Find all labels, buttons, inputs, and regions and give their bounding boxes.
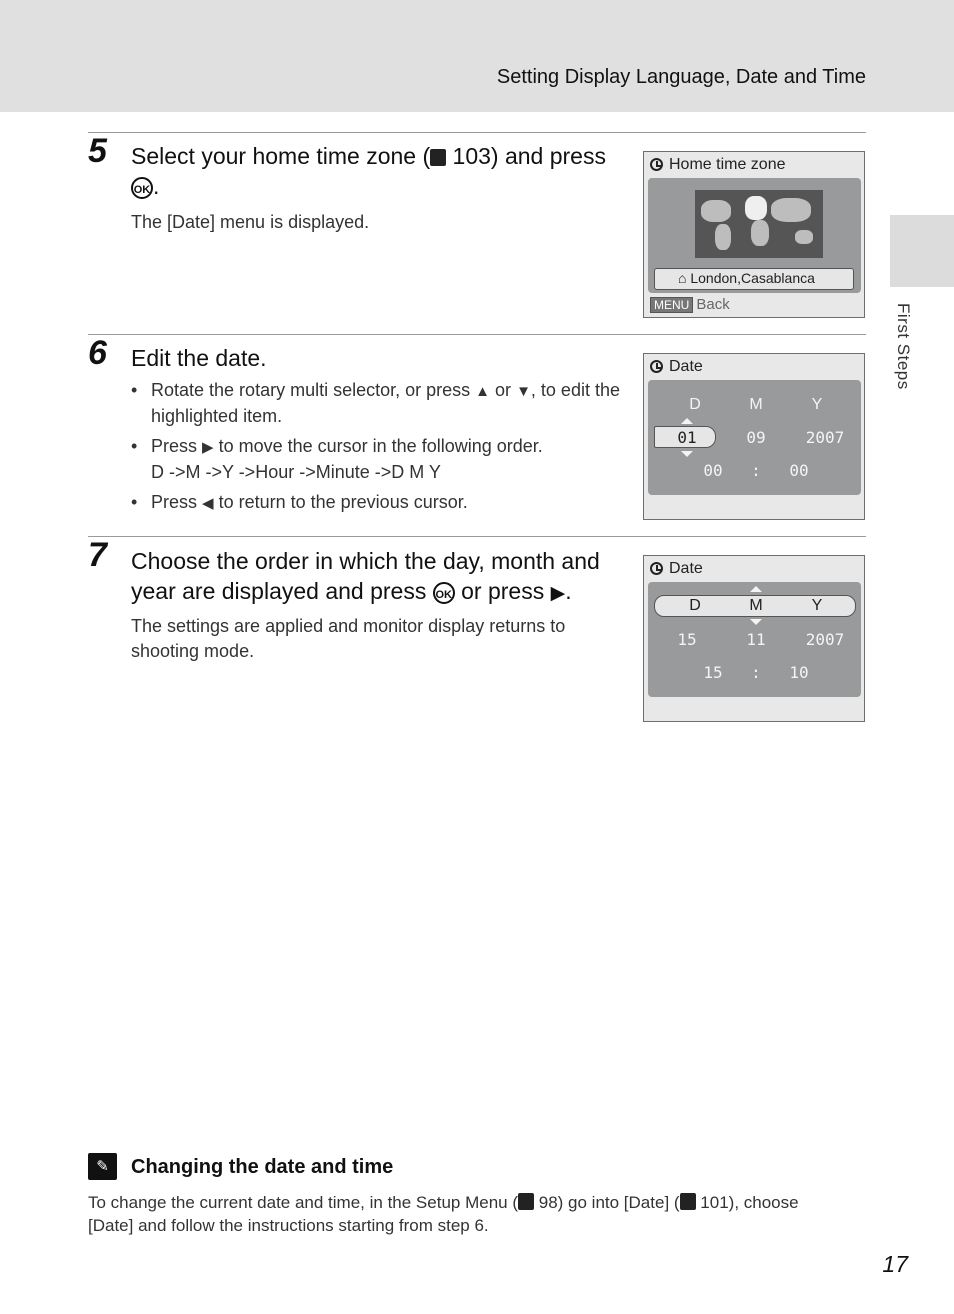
step-title-text: ) and press (490, 143, 606, 169)
decrease-icon (750, 619, 762, 625)
step-body: The [Date] menu is displayed. (131, 212, 370, 232)
month-header: M (749, 396, 763, 413)
month-value: 11 (746, 630, 766, 649)
step-number: 7 (88, 536, 107, 574)
left-arrow-icon: ◀ (202, 495, 214, 512)
decrease-icon (681, 451, 693, 457)
day-value: 01 (677, 428, 697, 447)
step-title-text: Select your home time zone ( (131, 143, 431, 169)
clock-icon (650, 158, 663, 171)
month-value: 09 (746, 428, 766, 447)
list-item: • Press ▶ to move the cursor in the following order. D ->M ->Y ->Hour ->Minute ->D M Y (131, 434, 626, 485)
minute-value: 00 (789, 461, 809, 480)
time-separator: : (751, 663, 761, 682)
step-title (131, 141, 626, 201)
clock-icon (650, 562, 663, 575)
section-tab (890, 215, 954, 287)
note-title: Changing the date and time (131, 1156, 394, 1178)
header-band (0, 0, 954, 112)
list-item: • Press ◀ to return to the previous cursor. (131, 490, 626, 516)
tip-icon: ✎ (88, 1153, 117, 1180)
page-reference-icon (430, 149, 446, 166)
time-separator: : (751, 461, 761, 480)
hour-value: 00 (703, 461, 723, 480)
screen-title: Date (650, 560, 703, 578)
world-map-panel (648, 178, 861, 293)
day-header: D (689, 597, 701, 614)
ok-button-icon: OK (433, 582, 455, 604)
up-arrow-icon: ▲ (475, 383, 491, 400)
year-header: Y (811, 396, 823, 413)
divider (88, 536, 866, 537)
menu-button-icon: MENU (650, 297, 693, 313)
divider (88, 132, 866, 133)
home-location: ⌂ London,Casablanca (678, 270, 815, 286)
step-title-text: . (153, 173, 160, 199)
home-time-zone-screen (643, 151, 865, 318)
ok-button-icon: OK (131, 177, 153, 199)
date-edit-screen (643, 353, 865, 520)
back-hint: MENU Back (650, 296, 730, 313)
step-title: Choose the order in which the day, month and year are displayed and press OK or press ▶. (131, 548, 600, 604)
page-reference-icon (518, 1193, 534, 1210)
list-item: • Rotate the rotary multi selector, or press ▲ or ▼, to edit the highlighted item. (131, 378, 626, 429)
world-map (695, 190, 823, 258)
page-number: 17 (882, 1251, 908, 1277)
date-panel (648, 582, 861, 697)
right-arrow-icon: ▶ (202, 439, 214, 456)
note-body: To change the current date and time, in the Setup Menu ( 98) go into [Date] ( 101), choose [Date] and follow the instructions starting from step 6. (88, 1193, 799, 1235)
down-arrow-icon: ▼ (516, 383, 531, 400)
page-reference: 98 (538, 1193, 558, 1212)
instruction-list (131, 378, 626, 521)
year-value: 2007 (805, 428, 845, 447)
step-title: Edit the date. (131, 345, 267, 371)
page-reference: 101 (700, 1193, 729, 1212)
day-header: D (689, 396, 701, 413)
page-reference-icon (680, 1193, 696, 1210)
year-value: 2007 (805, 630, 845, 649)
month-header: M (749, 597, 763, 614)
year-header: Y (811, 597, 823, 614)
screen-title: Date (650, 358, 703, 376)
clock-icon (650, 360, 663, 373)
section-tab-label: First Steps (894, 303, 913, 390)
running-header: Setting Display Language, Date and Time (496, 66, 866, 88)
day-value: 15 (677, 630, 697, 649)
date-order-screen (643, 555, 865, 722)
right-arrow-icon: ▶ (550, 583, 566, 604)
hour-value: 15 (703, 663, 723, 682)
step-body: The settings are applied and monitor display returns to shooting mode. (131, 616, 566, 661)
screen-title: Home time zone (650, 156, 786, 174)
minute-value: 10 (789, 663, 809, 682)
step-number: 5 (88, 132, 107, 170)
home-icon: ⌂ (678, 270, 687, 286)
date-panel (648, 380, 861, 495)
increase-icon (681, 418, 693, 424)
increase-icon (750, 586, 762, 592)
step-number: 6 (88, 334, 107, 372)
divider (88, 334, 866, 335)
page-reference: 103 (452, 143, 491, 169)
